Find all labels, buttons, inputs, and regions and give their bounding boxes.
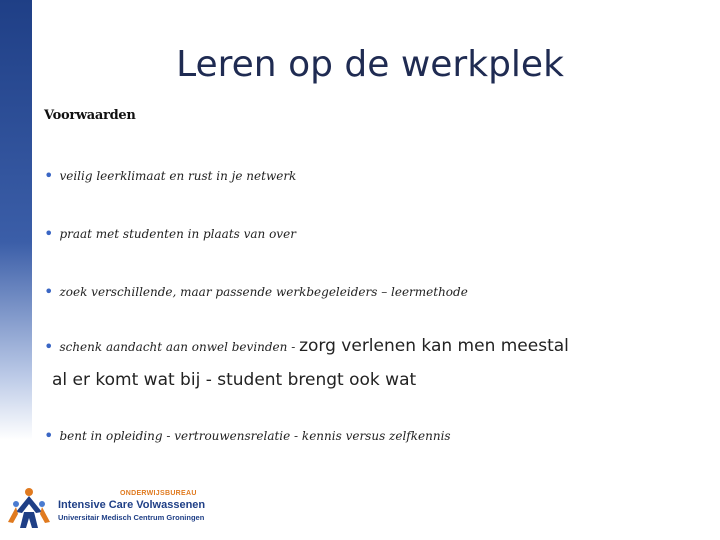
bullet-text-1: veilig leerklimaat en rust in je netwerk — [59, 169, 297, 183]
bullet-dot-icon: • — [44, 166, 54, 185]
bullet-item-1 — [44, 166, 296, 185]
figures-logo-icon — [4, 482, 54, 532]
logo-org-sub: Universitair Medisch Centrum Groningen — [58, 513, 205, 522]
slide-subtitle: Voorwaarden — [44, 108, 136, 123]
bullet-dot-icon: • — [44, 224, 54, 243]
bullet-text-5: bent in opleiding - vertrouwensrelatie - kennis versus zelfkennis — [59, 429, 451, 443]
bullet-item-2 — [44, 224, 296, 243]
organization-logo — [0, 478, 230, 540]
bullet-dot-icon: • — [44, 426, 54, 445]
bullet-item-4 — [44, 336, 569, 356]
logo-org-top: ONDERWIJSBUREAU — [120, 490, 197, 497]
bullet-text-4-small: schenk aandacht aan onwel bevinden - — [59, 340, 296, 354]
slide-title: Leren op de werkplek — [176, 44, 564, 85]
logo-org-main: Intensive Care Volwassenen — [58, 499, 206, 511]
bullet-dot-icon: • — [44, 337, 54, 356]
bullet-dot-icon: • — [44, 282, 54, 301]
bullet-text-2: praat met studenten in plaats van over — [59, 227, 296, 241]
bullet-item-3 — [44, 282, 468, 301]
bullet-text-4-large: zorg verlenen kan men meestal — [299, 336, 569, 356]
bullet-item-5 — [44, 426, 451, 445]
bullet-text-4-continuation: al er komt wat bij - student brengt ook wat — [52, 370, 417, 390]
bullet-text-3: zoek verschillende, maar passende werkbegeleiders – leermethode — [59, 285, 468, 299]
